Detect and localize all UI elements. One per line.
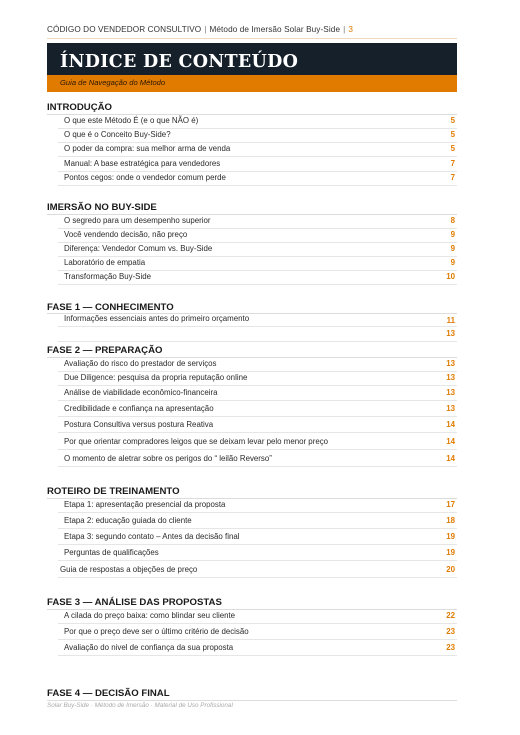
toc-entry[interactable] [58,642,457,656]
toc-entry[interactable] [58,143,457,157]
toc-entry[interactable] [58,313,457,327]
toc-entry-label: Etapa 2: educação guiada do cliente [64,516,192,525]
toc-entry-page: 10 [446,272,455,281]
toc-entry-label: Postura Consultiva versus postura Reativa [64,420,214,429]
header-page-number: 3 [348,25,353,34]
toc-entry[interactable] [58,328,457,342]
header-separator: | [204,25,207,34]
toc-entry-label: Perguntas de qualificações [64,548,159,557]
toc-entry-label: O que este Método É (e o que NÃO é) [64,116,199,125]
toc-entry-label: O momento de aletrar sobre os perigos do “ leilão Reverso” [64,454,272,463]
toc-entry[interactable] [58,419,457,433]
toc-entry-page: 13 [446,373,455,382]
toc-entry-label: A cilada do preço baixa: como blindar seu cliente [64,611,236,620]
toc-entry-page: 23 [446,627,455,636]
toc-entry-page: 5 [450,130,455,139]
toc-entry-page: 19 [446,532,455,541]
toc-entry-page: 13 [446,359,455,368]
toc-entry[interactable] [58,257,457,271]
toc-entry-label: Por que orientar compradores leigos que se deixam levar pelo menor preço [64,437,329,446]
toc-entry[interactable] [58,172,457,186]
toc-entry[interactable] [58,243,457,257]
toc-entry[interactable] [58,436,457,450]
toc-entry-page: 7 [450,159,455,168]
toc-entry-label: Manual: A base estratégica para vendedores [64,159,221,168]
toc-entry[interactable] [58,387,457,401]
section-title: FASE 3 — ANÁLISE DAS PROPOSTAS [47,597,222,608]
toc-entry[interactable] [58,158,457,172]
page-title: ÍNDICE DE CONTEÚDO [60,52,299,72]
toc-entry[interactable] [58,372,457,386]
toc-entry-page: 13 [446,329,455,338]
toc-entry[interactable] [58,547,457,561]
toc-entry-label: Avaliação do risco do prestador de serviços [64,359,217,368]
toc-entry-label: Credibilidade e confiança na apresentação [64,404,214,413]
toc-entry[interactable] [58,626,457,640]
toc-entry-page: 13 [446,388,455,397]
toc-entry-label: O segredo para um desempenho superior [64,216,211,225]
toc-entry-label: Laboratório de empatia [64,258,146,267]
toc-entry-page: 9 [450,258,455,267]
toc-entry[interactable] [58,115,457,129]
toc-entry-page: 7 [450,173,455,182]
toc-entry-page: 14 [446,454,455,463]
toc-entry-label: Due Diligence: pesquisa da propria reputação online [64,373,248,382]
section-title: INTRODUÇÃO [47,102,113,113]
section-title: ROTEIRO DE TREINAMENTO [47,486,180,497]
toc-entry-page: 14 [446,437,455,446]
toc-entry-page: 11 [446,316,455,325]
toc-entry[interactable] [58,610,457,624]
section-title: FASE 2 — PREPARAÇÃO [47,345,163,356]
toc-entry-page: 5 [450,116,455,125]
toc-entry-page: 18 [446,516,455,525]
toc-entry-page: 23 [446,643,455,652]
toc-entry-page: 20 [446,565,455,574]
toc-entry[interactable] [58,129,457,143]
toc-entry-page: 19 [446,548,455,557]
section-title: FASE 4 — DECISÃO FINAL [47,688,170,699]
toc-entry[interactable] [58,403,457,417]
toc-entry-page: 9 [450,230,455,239]
header-subtitle: Método de Imersão Solar Buy-Side [209,25,341,34]
toc-entry-label: Diferença: Vendedor Comum vs. Buy-Side [64,244,213,253]
toc-entry[interactable] [58,499,457,513]
section-title: IMERSÃO NO BUY-SIDE [47,202,157,213]
toc-entry-label: Etapa 1: apresentação presencial da proposta [64,500,226,509]
toc-entry[interactable] [58,229,457,243]
toc-entry-label: Por que o preço deve ser o último critério de decisão [64,627,249,636]
page-footer: Solar Buy-Side · Método de Imersão · Material de Uso Profissional [47,702,233,709]
toc-entry-label: Análise de viabilidade econômico-financeira [64,388,218,397]
section-divider [47,700,457,701]
toc-entry-page: 9 [450,244,455,253]
running-header [47,25,353,34]
toc-entry-page: 8 [450,216,455,225]
toc-entry-label: O poder da compra: sua melhor arma de venda [64,144,231,153]
header-page-separator: | [343,25,346,34]
section-title: FASE 1 — CONHECIMENTO [47,302,174,313]
toc-entry-label: Guia de respostas a objeções de preço [60,565,198,574]
toc-entry[interactable] [58,215,457,229]
toc-entry-page: 17 [446,500,455,509]
toc-entry-label: Transformação Buy-Side [64,272,151,281]
toc-entry[interactable] [58,358,457,372]
toc-entry[interactable] [58,453,457,467]
toc-entry-page: 14 [446,420,455,429]
toc-entry-label: Etapa 3: segundo contato – Antes da decisão final [64,532,240,541]
header-book-title: CÓDIGO DO VENDEDOR CONSULTIVO [47,25,202,34]
toc-entry-label: O que é o Conceito Buy-Side? [64,130,171,139]
header-divider [47,38,457,39]
banner-subtitle: Guia de Navegação do Método [60,78,166,87]
toc-entry-label: Pontos cegos: onde o vendedor comum perde [64,173,226,182]
toc-entry-page: 22 [446,611,455,620]
subtitle-bar [47,75,457,92]
toc-entry-label: Informações essenciais antes do primeiro orçamento [64,314,250,323]
toc-entry[interactable] [58,531,457,545]
toc-entry-label: Você vendendo decisão, não preço [64,230,188,239]
toc-entry[interactable] [58,564,457,578]
toc-entry-page: 5 [450,144,455,153]
toc-entry[interactable] [58,515,457,529]
toc-entry-label: Avaliação do nivel de confiança da sua proposta [64,643,234,652]
toc-entry[interactable] [58,271,457,285]
toc-entry-page: 13 [446,404,455,413]
